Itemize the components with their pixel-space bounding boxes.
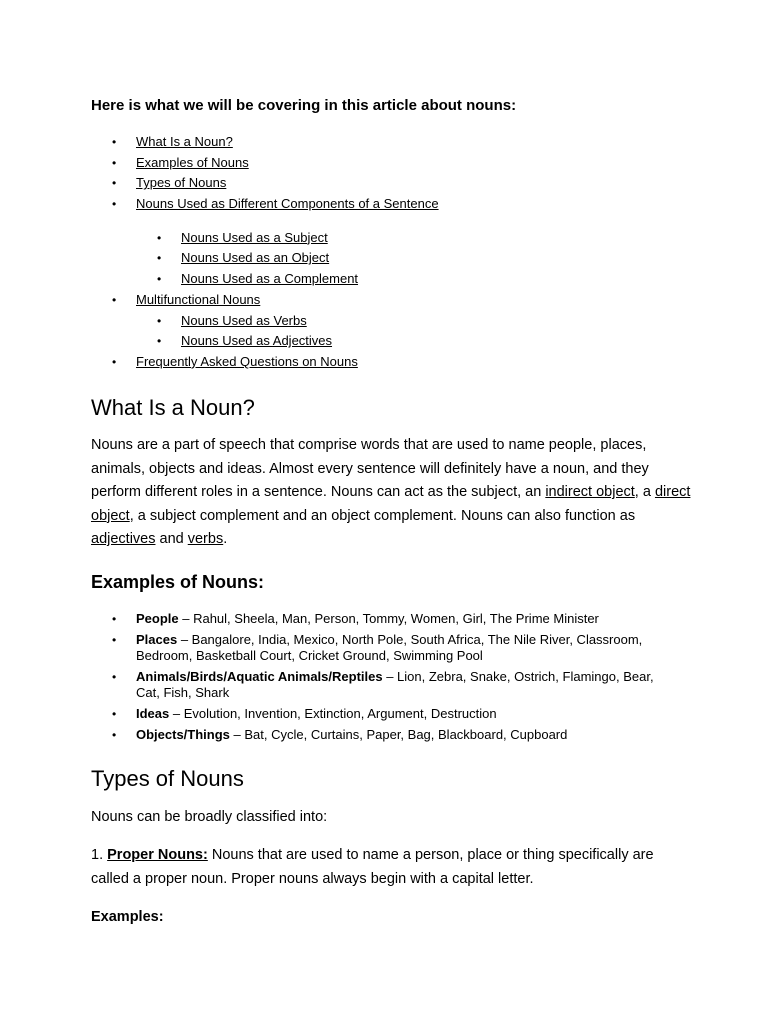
bullet-icon: • (112, 292, 117, 307)
bullet-icon: • (157, 251, 162, 266)
toc-item-nouns-object[interactable] (0, 248, 768, 269)
toc-item-types-of-nouns[interactable] (0, 173, 768, 194)
bullet-icon: • (112, 135, 117, 149)
table-of-contents (0, 132, 768, 373)
toc-item-nouns-complement[interactable] (0, 269, 768, 290)
list-item: • Places – Bangalore, India, Mexico, North Pole, South Africa, The Nile River, Classroom, Bedroom, Basketball Court, Cricket Ground, Swimming Pool (112, 632, 643, 663)
bullet-icon: • (112, 707, 117, 721)
adjectives-link[interactable]: adjectives (91, 531, 156, 547)
toc-link[interactable]: Nouns Used as a Subject (181, 229, 328, 245)
toc-link[interactable]: Nouns Used as Adjectives (181, 333, 333, 349)
toc-item-examples-of-nouns[interactable] (0, 153, 768, 174)
toc-item-nouns-subject[interactable] (0, 228, 768, 249)
toc-item-faq[interactable] (0, 352, 768, 373)
bullet-icon: • (157, 272, 162, 287)
bullet-icon: • (112, 728, 117, 742)
toc-link[interactable]: What Is a Noun? (136, 134, 233, 149)
toc-link[interactable]: Nouns Used as Different Components of a Sentence (136, 196, 439, 212)
list-item: • People – Rahul, Sheela, Man, Person, Tommy, Women, Girl, The Prime Minister (112, 611, 599, 626)
verbs-link[interactable]: verbs (187, 531, 224, 547)
toc-link[interactable]: Types of Nouns (136, 175, 227, 191)
bullet-icon: • (157, 334, 162, 349)
bullet-icon: • (112, 354, 117, 369)
section-heading-examples: Examples of Nouns: (91, 572, 265, 592)
bullet-icon: • (157, 230, 162, 245)
toc-item-nouns-adjectives[interactable] (0, 331, 768, 352)
toc-link[interactable]: Nouns Used as Verbs (181, 312, 307, 328)
bullet-icon: • (112, 197, 117, 212)
section-heading-types-of-nouns: Types of Nouns (91, 766, 244, 791)
section-heading-what-is-a-noun: What Is a Noun? (91, 395, 255, 420)
bullet-icon: • (157, 313, 162, 328)
examples-label: Examples: (91, 909, 164, 925)
toc-item-nouns-verbs[interactable] (0, 311, 768, 332)
bullet-icon: • (112, 155, 117, 170)
toc-item-nouns-components[interactable] (0, 194, 768, 215)
toc-link[interactable]: Frequently Asked Questions on Nouns (136, 353, 358, 369)
toc-item-what-is-a-noun[interactable] (0, 132, 768, 153)
bullet-icon: • (112, 633, 117, 647)
bullet-icon: • (112, 612, 117, 626)
toc-link[interactable]: Examples of Nouns (136, 154, 249, 170)
toc-intro: Here is what we will be covering in this article about nouns: (91, 97, 517, 114)
direct-object-link[interactable]: direct object (91, 484, 691, 524)
types-intro: Nouns can be broadly classified into: (91, 809, 328, 825)
toc-link[interactable]: Nouns Used as a Complement (181, 271, 359, 287)
list-item: • Ideas – Evolution, Invention, Extinction, Argument, Destruction (112, 706, 497, 721)
list-item: • Objects/Things – Bat, Cycle, Curtains, Paper, Bag, Blackboard, Cupboard (112, 727, 568, 742)
what-is-paragraph: Nouns are a part of speech that comprise words that are used to name people, places, animals, objects and ideas. Almost every sentence will definitely have a noun, and they perform different roles in a sentence. Nouns can act as the subject, an indirect object, a direct object, a subject complement and an object complement. Nouns can also function as adjectives and verbs. (91, 437, 691, 547)
toc-item-multifunctional[interactable] (0, 290, 768, 311)
toc-link[interactable]: Multifunctional Nouns (136, 291, 261, 307)
bullet-icon: • (112, 670, 117, 684)
bullet-icon: • (112, 176, 117, 191)
indirect-object-link[interactable]: indirect object (545, 484, 635, 500)
proper-nouns-paragraph: 1. Proper Nouns: Nouns that are used to name a person, place or thing specifically are called a proper noun. Proper nouns always begin with a capital letter. (91, 847, 654, 887)
proper-nouns-link[interactable]: Proper Nouns: (107, 847, 208, 863)
list-item: • Animals/Birds/Aquatic Animals/Reptiles – Lion, Zebra, Snake, Ostrich, Flamingo, Bear, Cat, Fish, Shark (112, 669, 654, 700)
examples-list (0, 611, 768, 748)
toc-link[interactable]: Nouns Used as an Object (181, 250, 330, 266)
